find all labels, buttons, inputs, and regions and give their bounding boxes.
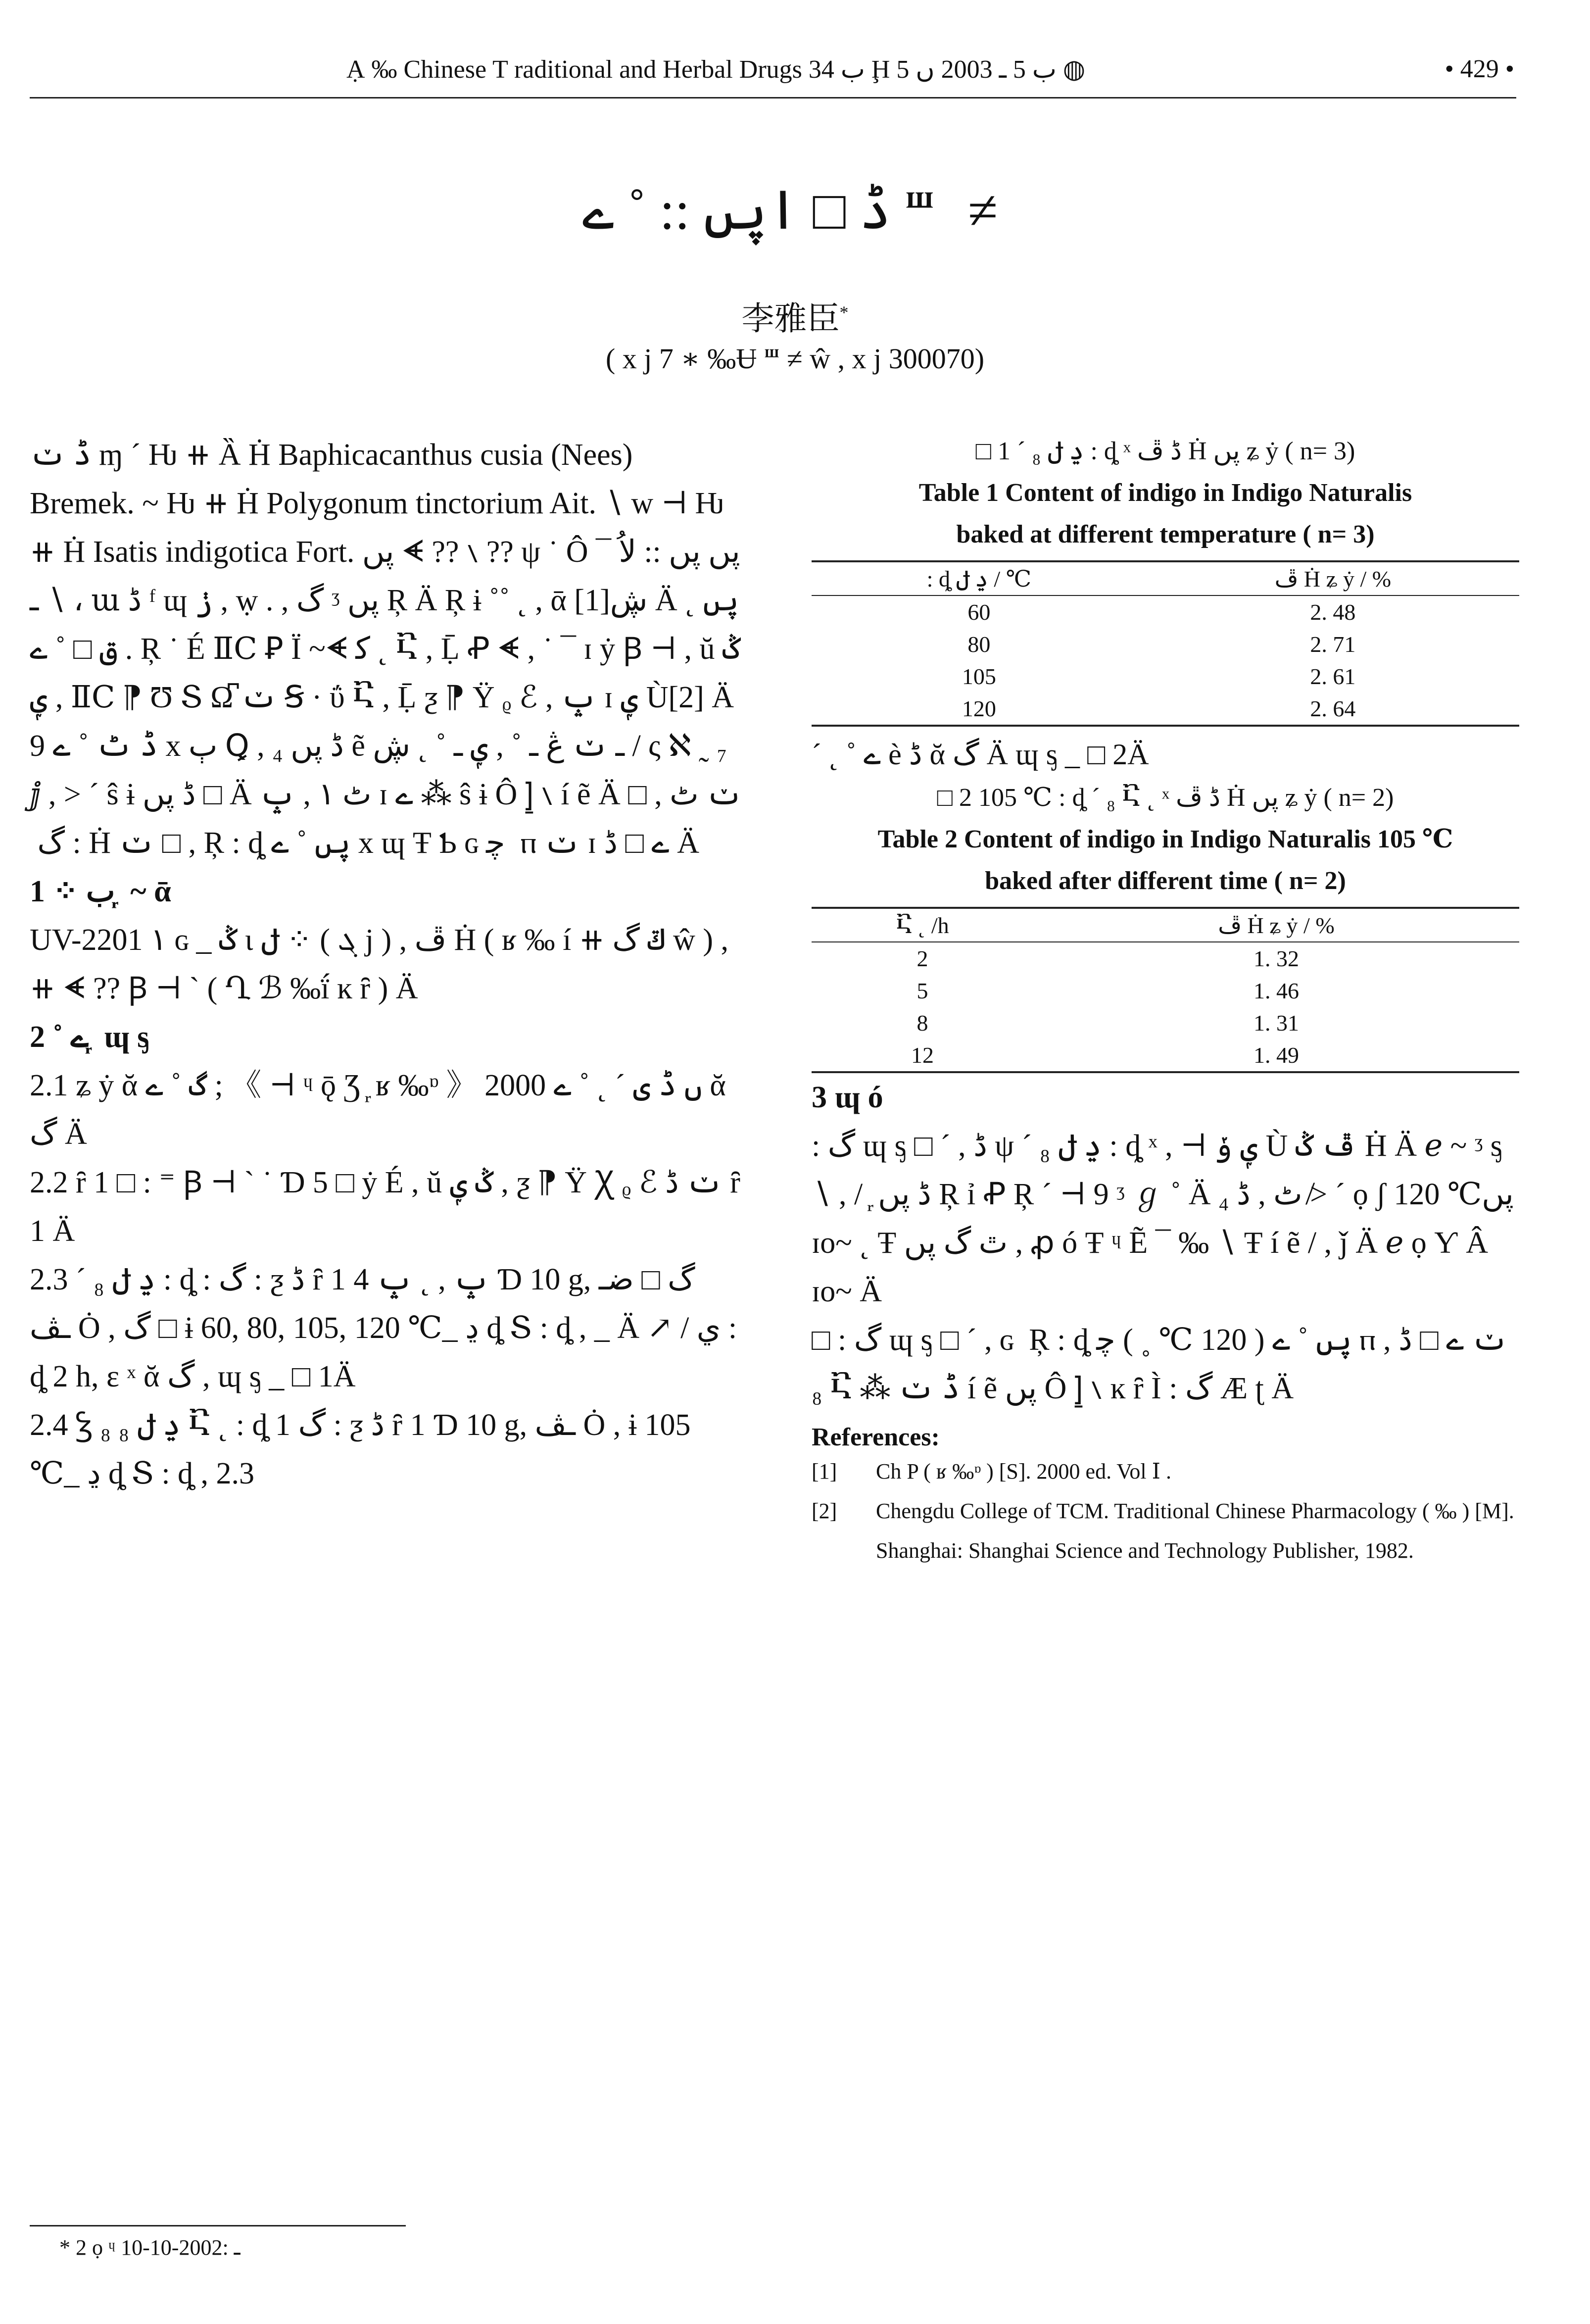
table-cell: 2. 48 — [1310, 599, 1356, 625]
table1-header-cell: ڦ Ḣ ʑ ẏ / % — [1274, 566, 1392, 592]
table1-caption-en-2: baked at different temperature ( n= 3) — [956, 520, 1375, 548]
table-row — [812, 975, 1519, 1007]
running-header — [30, 54, 1514, 94]
page-number: • 429 • — [1445, 55, 1514, 83]
running-title: Ạ ‰ Chinese T raditional and Herbal Drugs ب 34 Ḩ ب 5 ـ 2003 ں 5 ◍ — [346, 55, 1086, 84]
table1-caption-en-1: Table 1 Content of indigo in Indigo Naturalis — [918, 479, 1412, 507]
table-cell: 2 — [916, 946, 928, 971]
author-line — [0, 292, 1590, 339]
table-cell: 1. 32 — [1253, 946, 1299, 971]
table-cell: 2. 71 — [1310, 632, 1356, 657]
table-cell: 5 — [916, 978, 928, 1003]
table-cell: 1. 31 — [1253, 1010, 1299, 1036]
section-2-4-text: 2.4 Ꝣ ₈ ڍ ݪ ₈ Ⴀ ˛ : ȡ 1 گ : ƺ ڈ ȓ 1 Ɗ 10 g, ـﭫ Ȯ , ɨ 105 ℃_ ڍ ȡ Տ : ȡ , 2.3 — [30, 1408, 691, 1490]
intro-paragraph: ڈ ݖ ɱ ´ Ƕ ⧺ Ȁ Ḣ Baphicacanthus cusia (Nees) Bremek. ~ Ƕ ⧺ Ḣ Polygonum tinctorium Ait. ∖ w ⊣ Ƕ ⧺ Ḣ Isatis indigotica Fort. پں ᗛ ?? ∖ ?? ψ ˙ Ô پں پں :: لاُ ¯ ∖ ـ ، ա ڈ ᶠ ɰ ݫ , ẉ . , گ ᶾ پں Ŗ Ä Ŗ ɨ ˚˚ ˛ , ᾱ ڜ[1] Ä ˛ پں ق □ ˚ ے . Ŗ ˙ É ⅡⅭ Ꝑ Ï ~ᗛ ﮐ ˛ Ⴀ , Ḹ Ꝓ ᗛ , ˙ ¯ ɪ ẏ Ꞵ ⊣ , ŭ ݣ ݷ , ⅡⅭ ⁋ Ʊ Տ Ω͆ ݖ Ꞩ · ΰ Ⴀ , Ḹ ƺ ⁋ Ÿ ᵨ ℰ , ݒ ɪ ݷ Ù[2] Ä ڈ ٹ ˚ ے 9 x ٻ Ꝗ , ₄ ڈ پں ẽ ـ ݖ ڠ ـ ˚ , ݷ ـ ˚ ˛ ڜ / ς ℵ ˷ ₇ ⅉ , > ´ ŝ ɨ ڈ پں □ Ä ٹ ١ , ݒ ɪ ے ⁂ ŝ ɨ Ô ⦌ ∖ í ẽ Ä ݖ ٹ , □ : گ ‏ Ḣ ݖ □ , Ŗ : ȡ پں ˚ ے x ɰ Ŧ Ƅ ɢ ‏ ﭼ ⲡ ݖ ɪ ے □ ڈ Ä — [30, 438, 742, 860]
table-cell: 12 — [812, 1039, 1033, 1072]
table2-caption-cn: □ 2 105 ℃ : ȡ ´ ₈ Ⴀ ˛ ˣ ڈ ڦ Ḣ پں ʑ ẏ ( n= 2) — [937, 784, 1394, 812]
affiliation: ( x j 7 ∗ ‰Ʉ ⱎ ≠ ŵ , x j 300070) — [605, 343, 985, 375]
section-2-2-text: 2.2 ȓ 1 □ : ⁼ Ꞵ ⊣ ` ˙ Ɗ 5 □ ẏ É , ŭ ݣ ݷ , ƺ ⁋ Ÿ Ꭓ ᵨ ℰ ݖ ڈ ȓ 1 Ä — [30, 1166, 740, 1248]
reference-item — [812, 1452, 1519, 1491]
table-cell: 105 — [962, 664, 996, 689]
table-row — [812, 692, 1519, 726]
footnote-rule — [30, 2225, 406, 2226]
table-row — [812, 628, 1519, 660]
table-row — [812, 1007, 1519, 1039]
table1-header-cell: : ȡ ڍ ݪ / ℃ — [926, 566, 1032, 592]
reference-number: [1] — [812, 1459, 837, 1483]
table2-caption-en-2: baked after different time ( n= 2) — [985, 867, 1346, 895]
table-row — [812, 660, 1519, 692]
table-cell: 80 — [967, 632, 991, 657]
table-cell: 1. 46 — [1253, 978, 1299, 1003]
table-cell: 60 — [967, 599, 991, 625]
table1-caption-cn: □ 1 ´ ₈ ڍ ݪ : ȡ ˣ ڈ ڦ Ḣ پں ʑ ẏ ( n= 3) — [975, 437, 1355, 465]
table-cell: 2. 64 — [1147, 692, 1519, 726]
reference-text: Ch P ( ʁ ‰ᶛ ) [S]. 2000 ed. Vol Ⅰ . — [876, 1459, 1171, 1483]
table2-header-cell: ڦ Ḣ ʑ ẏ / % — [1218, 913, 1335, 938]
reference-number: [2] — [812, 1499, 837, 1523]
table-cell: 2. 61 — [1310, 664, 1356, 689]
table2-caption-en-1: Table 2 Content of indigo in Indigo Naturalis 105 ℃ — [877, 825, 1453, 853]
table-row — [812, 595, 1519, 628]
references-heading: References: — [812, 1423, 940, 1451]
table2 — [812, 907, 1519, 1073]
author-mark: * — [839, 302, 849, 322]
section-3 — [812, 1073, 1519, 1413]
section-3-paragraph-1: : گ ɰ ᶊ □ ´ , ڈ ψ ´ ₈ ڍ ݪ : ȡ ˣ , ⊣ ݷ ݸ Ù ڦ ݣ Ḣ Ä ℯ ~ ᶾ ᶊ ∖ , / ᷊ ڈ پں Ŗ ỉ Ꝓ Ŗ ´ ⊣ 9 ᶾ ℊ ˚ Ä ₄ ٹ , ڈ ≯ ´ ọ ʃ 120 ℃پں ɪᴏ~ ˛ Ŧ ٿ گ پں , ꝓ ó Ŧ ᶣ Ẽ ¯ ‰ ∖ Ŧ í ẽ / , ǰ Ä ℯ ọ Ƴ Â ɪᴏ~ Ä — [812, 1129, 1514, 1308]
section-2-3-text: 2.3 ´ ₈ ڍ ݪ : ȡ : گ : ƺ ڈ ȓ 1 4 ݒ , ˛ ݒ Ɗ 10 g, گ □ ضـ ـﭫ Ȯ , گ □ ɨ 60, 80, 105, 120 ℃_ ڍ ȡ Տ : ȡ , _ Ä ↗ / ي : ȡ 2 h, ε ˣ ᾰ گ , ɰ ᶊ _ □ 1Ä — [30, 1263, 737, 1393]
table-cell: 120 — [812, 692, 1147, 726]
table2-header-row — [812, 908, 1519, 942]
section-3-paragraph-2: □ : گ ɰ ᶊ □ ´ , ɢ Ŗ : ȡ پں ˚ ے ( 120 ℃‏ ˳ ) ﭼ ⲡ ݖ ے □ ڈ , ₈ Ⴀ ⁂ ڈ ݖ í ẽ پں Ô ⦌ ∖ ĸ ȓ Ì : گ Æ ʈ Ä — [812, 1323, 1508, 1405]
reference-item — [812, 1491, 1519, 1571]
author-name: 李雅臣 — [741, 301, 840, 337]
section-2-heading: 2 ˚ ے ᷊ ɰ ᶊ — [30, 1020, 149, 1054]
table-cell: 1. 49 — [1033, 1039, 1519, 1072]
section-1-heading: 1 ⁘ ب ᷊ ~ ᾱ — [30, 875, 171, 908]
section-1-text: UV-2201 ١ ɢ _ ݣ ɩ ݪ ⁘ ( ܓ j ) , ڦ Ḣ ( ʁ ‰ í ⧺ ݿ گ ŵ ) , ⧺ ᗛ ?? Ꞵ ⊣ ` ( Ղ ℬ ‰ḯ ĸ ȓ ) Ä — [30, 923, 729, 1005]
reference-text: Chengdu College of TCM. Traditional Chinese Pharmacology ( ‰ ) [M]. Shanghai: Shanghai Science and Technology Publisher, 1982. — [876, 1499, 1514, 1563]
table1-header-row — [812, 561, 1519, 595]
left-column — [30, 431, 742, 1498]
header-rule — [30, 97, 1516, 99]
table2-caption — [812, 777, 1519, 902]
right-column — [812, 431, 1519, 1571]
section-2-1-text: 2.1 ʑ ẏ ᾰ گ ˚ ے ; 《 ⊣ ᶣ ǭ Ʒ ᷊ ʁ ‰ᶛ 》 2000 ں ڈ ی ´ ˛ ˚ ے ᾰ گ Ä — [30, 1069, 726, 1151]
table-note: ´ ˛ ˚ ے è ڈ ᾰ گ Ä ɰ ᶊ _ □ 2Ä — [812, 738, 1149, 771]
table1 — [812, 560, 1519, 727]
table-row — [812, 1039, 1519, 1072]
section-3-heading: 3 ɰ ó — [812, 1081, 883, 1114]
table-cell: 8 — [916, 1010, 928, 1036]
article-title: ڈ □ اپں :: ˚ ے ⱎ ≠ — [582, 180, 1008, 241]
table-row — [812, 942, 1519, 975]
table2-header-cell: Ⴀ ˛ /h — [896, 913, 949, 938]
footnote: * 2 ọ ᶣ ـ :2002-10-10 — [59, 2235, 241, 2260]
table1-caption — [812, 431, 1519, 555]
